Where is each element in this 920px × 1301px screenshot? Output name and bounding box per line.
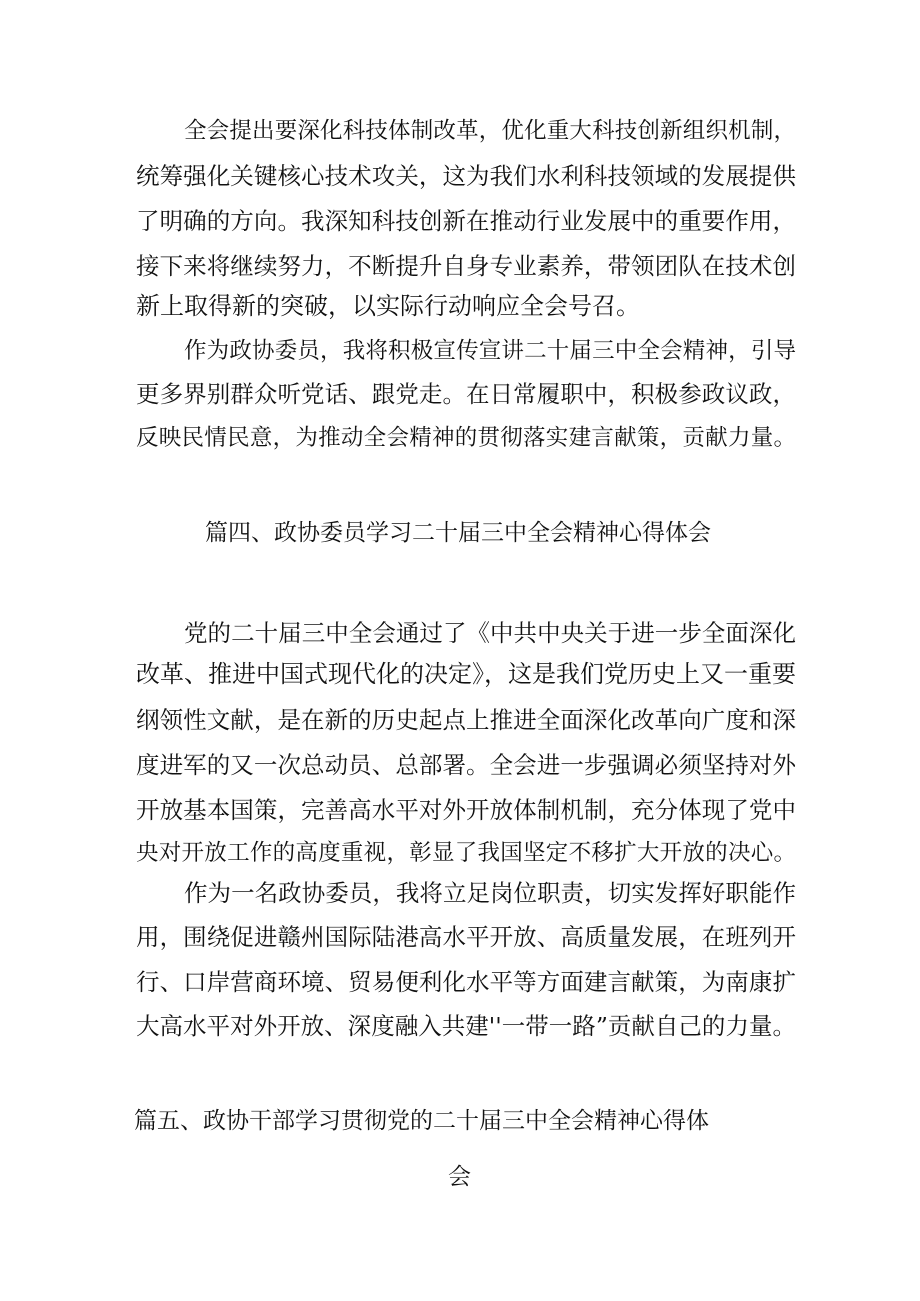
- paragraph-line: 反映民情民意，为推动全会精神的贯彻落实建言献策，贡献力量。: [136, 425, 796, 451]
- paragraph-line: 作为政协委员，我将积极宣传宣讲二十届三中全会精神，引导: [184, 338, 796, 364]
- section-heading: 篇四、政协委员学习二十届三中全会精神心得体会: [205, 520, 711, 546]
- section-heading: 篇五、政协干部学习贯彻党的二十届三中全会精神心得体: [134, 1108, 709, 1134]
- paragraph-line: 央对开放工作的高度重视，彰显了我国坚定不移扩大开放的决心。: [136, 840, 796, 866]
- paragraph-line: 大高水平对外开放、深度融入共建''一带一路”贡献自己的力量。: [136, 1012, 796, 1040]
- paragraph-line: 度进军的又一次总动员、总部署。全会进一步强调必须坚持对外: [136, 751, 796, 779]
- paragraph-line: 全会提出要深化科技体制改革，优化重大科技创新组织机制，: [184, 118, 796, 144]
- paragraph-line: 了明确的方向。我深知科技创新在推动行业发展中的重要作用，: [136, 207, 796, 235]
- paragraph-line: 用，围绕促进赣州国际陆港高水平开放、高质量发展，在班列开: [136, 923, 796, 951]
- paragraph-line: 新上取得新的突破，以实际行动响应全会号召。: [136, 292, 640, 320]
- paragraph-line: 行、口岸营商环境、贸易便利化水平等方面建言献策，为南康扩: [136, 968, 796, 996]
- paragraph-line: 统筹强化关键核心技术攻关，这为我们水利科技领域的发展提供: [136, 162, 796, 190]
- paragraph-line: 更多界别群众听党话、跟党走。在日常履职中，积极参政议政，: [136, 380, 796, 408]
- paragraph-line: 接下来将继续努力，不断提升自身专业素养，带领团队在技术创: [136, 252, 796, 280]
- paragraph-line: 改革、推进中国式现代化的决定》，这是我们党历史上又一重要: [136, 660, 796, 688]
- paragraph-line: 作为一名政协委员，我将立足岗位职责，切实发挥好职能作: [184, 879, 796, 907]
- section-heading-continued: 会: [448, 1164, 471, 1190]
- paragraph-line: 党的二十届三中全会通过了《中共中央关于进一步全面深化: [184, 619, 796, 647]
- paragraph-line: 纲领性文献，是在新的历史起点上推进全面深化改革向广度和深: [136, 706, 796, 734]
- paragraph-line: 开放基本国策，完善高水平对外开放体制机制，充分体现了党中: [136, 796, 796, 824]
